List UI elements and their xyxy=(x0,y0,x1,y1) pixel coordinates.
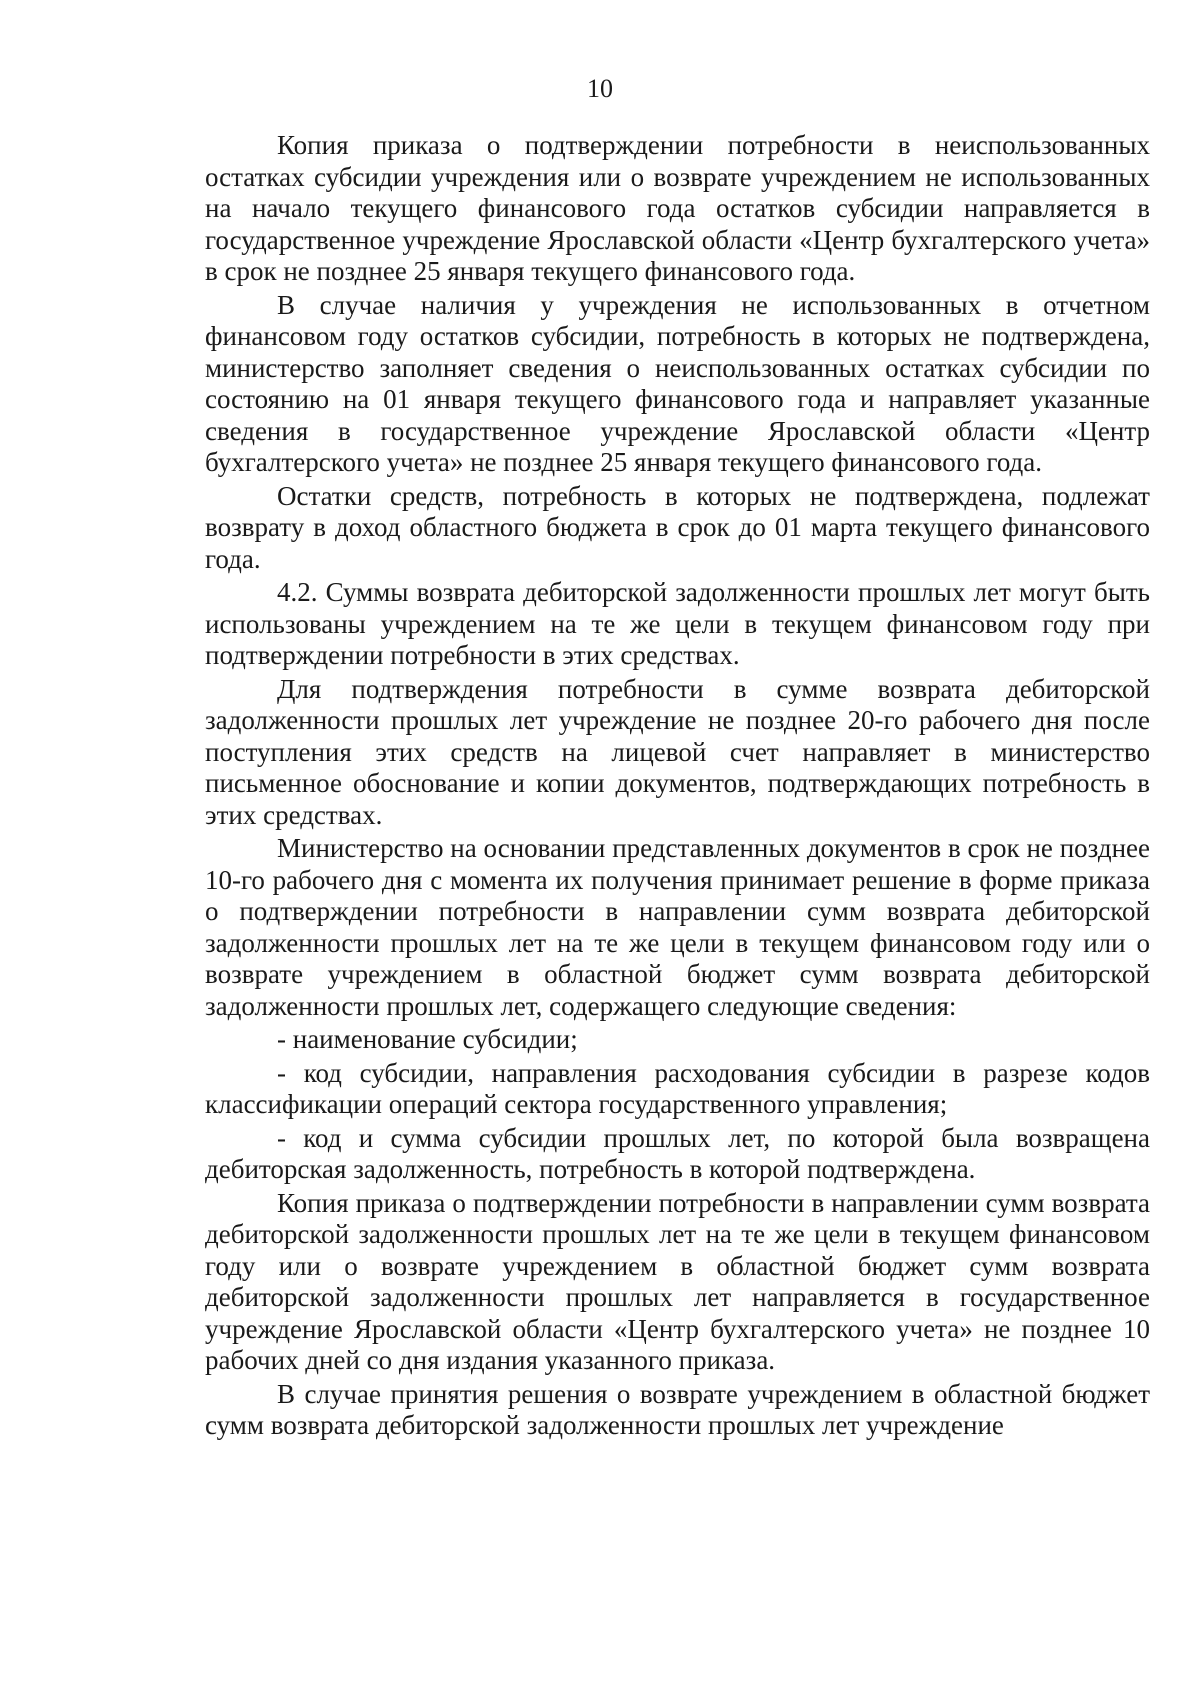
paragraph-return-decision: В случае принятия решения о возврате учреждением в областной бюджет сумм возврата дебиторской задолженности прошлых лет учреждение xyxy=(205,1378,1150,1440)
page-number: 10 xyxy=(587,74,613,103)
document-body xyxy=(205,130,1150,1444)
paragraph-confirmation-procedure: Для подтверждения потребности в сумме возврата дебиторской задолженности прошлых лет учреждение не позднее 20-го рабочего дня после поступления этих средств на лицевой счет направляет в министерство письменное обоснование и копии документов, подтверждающих потребность в этих средствах. xyxy=(205,673,1150,830)
list-item-subsidy-name: - наименование субсидии; xyxy=(277,1024,578,1054)
paragraph-ministry-decision: Министерство на основании представленных документов в срок не позднее 10-го рабочего дня с момента их получения принимает решение в форме приказа о подтверждении потребности в направлении сумм возврата дебиторской задолженности прошлых лет на те же цели в текущем финансовом году или о возврате учреждением в областной бюджет сумм возврата дебиторской задолженности прошлых лет, содержащего следующие сведения: xyxy=(205,833,1150,1021)
paragraph-balance-return: Остатки средств, потребность в которых не подтверждена, подлежат возврату в доход областного бюджета в срок до 01 марта текущего финансового года. xyxy=(205,480,1150,574)
list-item-subsidy-code: - код субсидии, направления расходования субсидии в разрезе кодов классификации операций сектора государственного управления; xyxy=(205,1057,1150,1119)
paragraph-unused-balances: В случае наличия у учреждения не использованных в отчетном финансовом году остатков субсидии, потребность в которых не подтверждена, министерство заполняет сведения о неиспользованных остатках субсидии по состоянию на 01 января текущего финансового года и направляет указанные сведения в государственное учреждение Ярославской области «Центр бухгалтерского учета» не позднее 25 января текущего финансового года. xyxy=(205,289,1150,477)
paragraph-order-copy: Копия приказа о подтверждении потребности в направлении сумм возврата дебиторской задолженности прошлых лет на те же цели в текущем финансовом году или о возврате учреждением в областной бюджет сумм возврата дебиторской задолженности прошлых лет направляется в государственное учреждение Ярославской области «Центр бухгалтерского учета» не позднее 10 рабочих дней со дня издания указанного приказа. xyxy=(205,1187,1150,1375)
list-item-subsidy-amount: - код и сумма субсидии прошлых лет, по которой была возвращена дебиторская задолженность, потребность в которой подтверждена. xyxy=(205,1122,1150,1184)
paragraph-section-4-2: 4.2. Суммы возврата дебиторской задолженности прошлых лет могут быть использованы учреждением на те же цели в текущем финансовом году при подтверждении потребности в этих средствах. xyxy=(205,577,1150,670)
paragraph-report-copy: Копия приказа о подтверждении потребности в неиспользованных остатках субсидии учреждения или о возврате учреждением не использованных на начало текущего финансового года остатков субсидии направляется в государственное учреждение Ярославской области «Центр бухгалтерского учета» в срок не позднее 25 января текущего финансового года. xyxy=(205,130,1150,286)
